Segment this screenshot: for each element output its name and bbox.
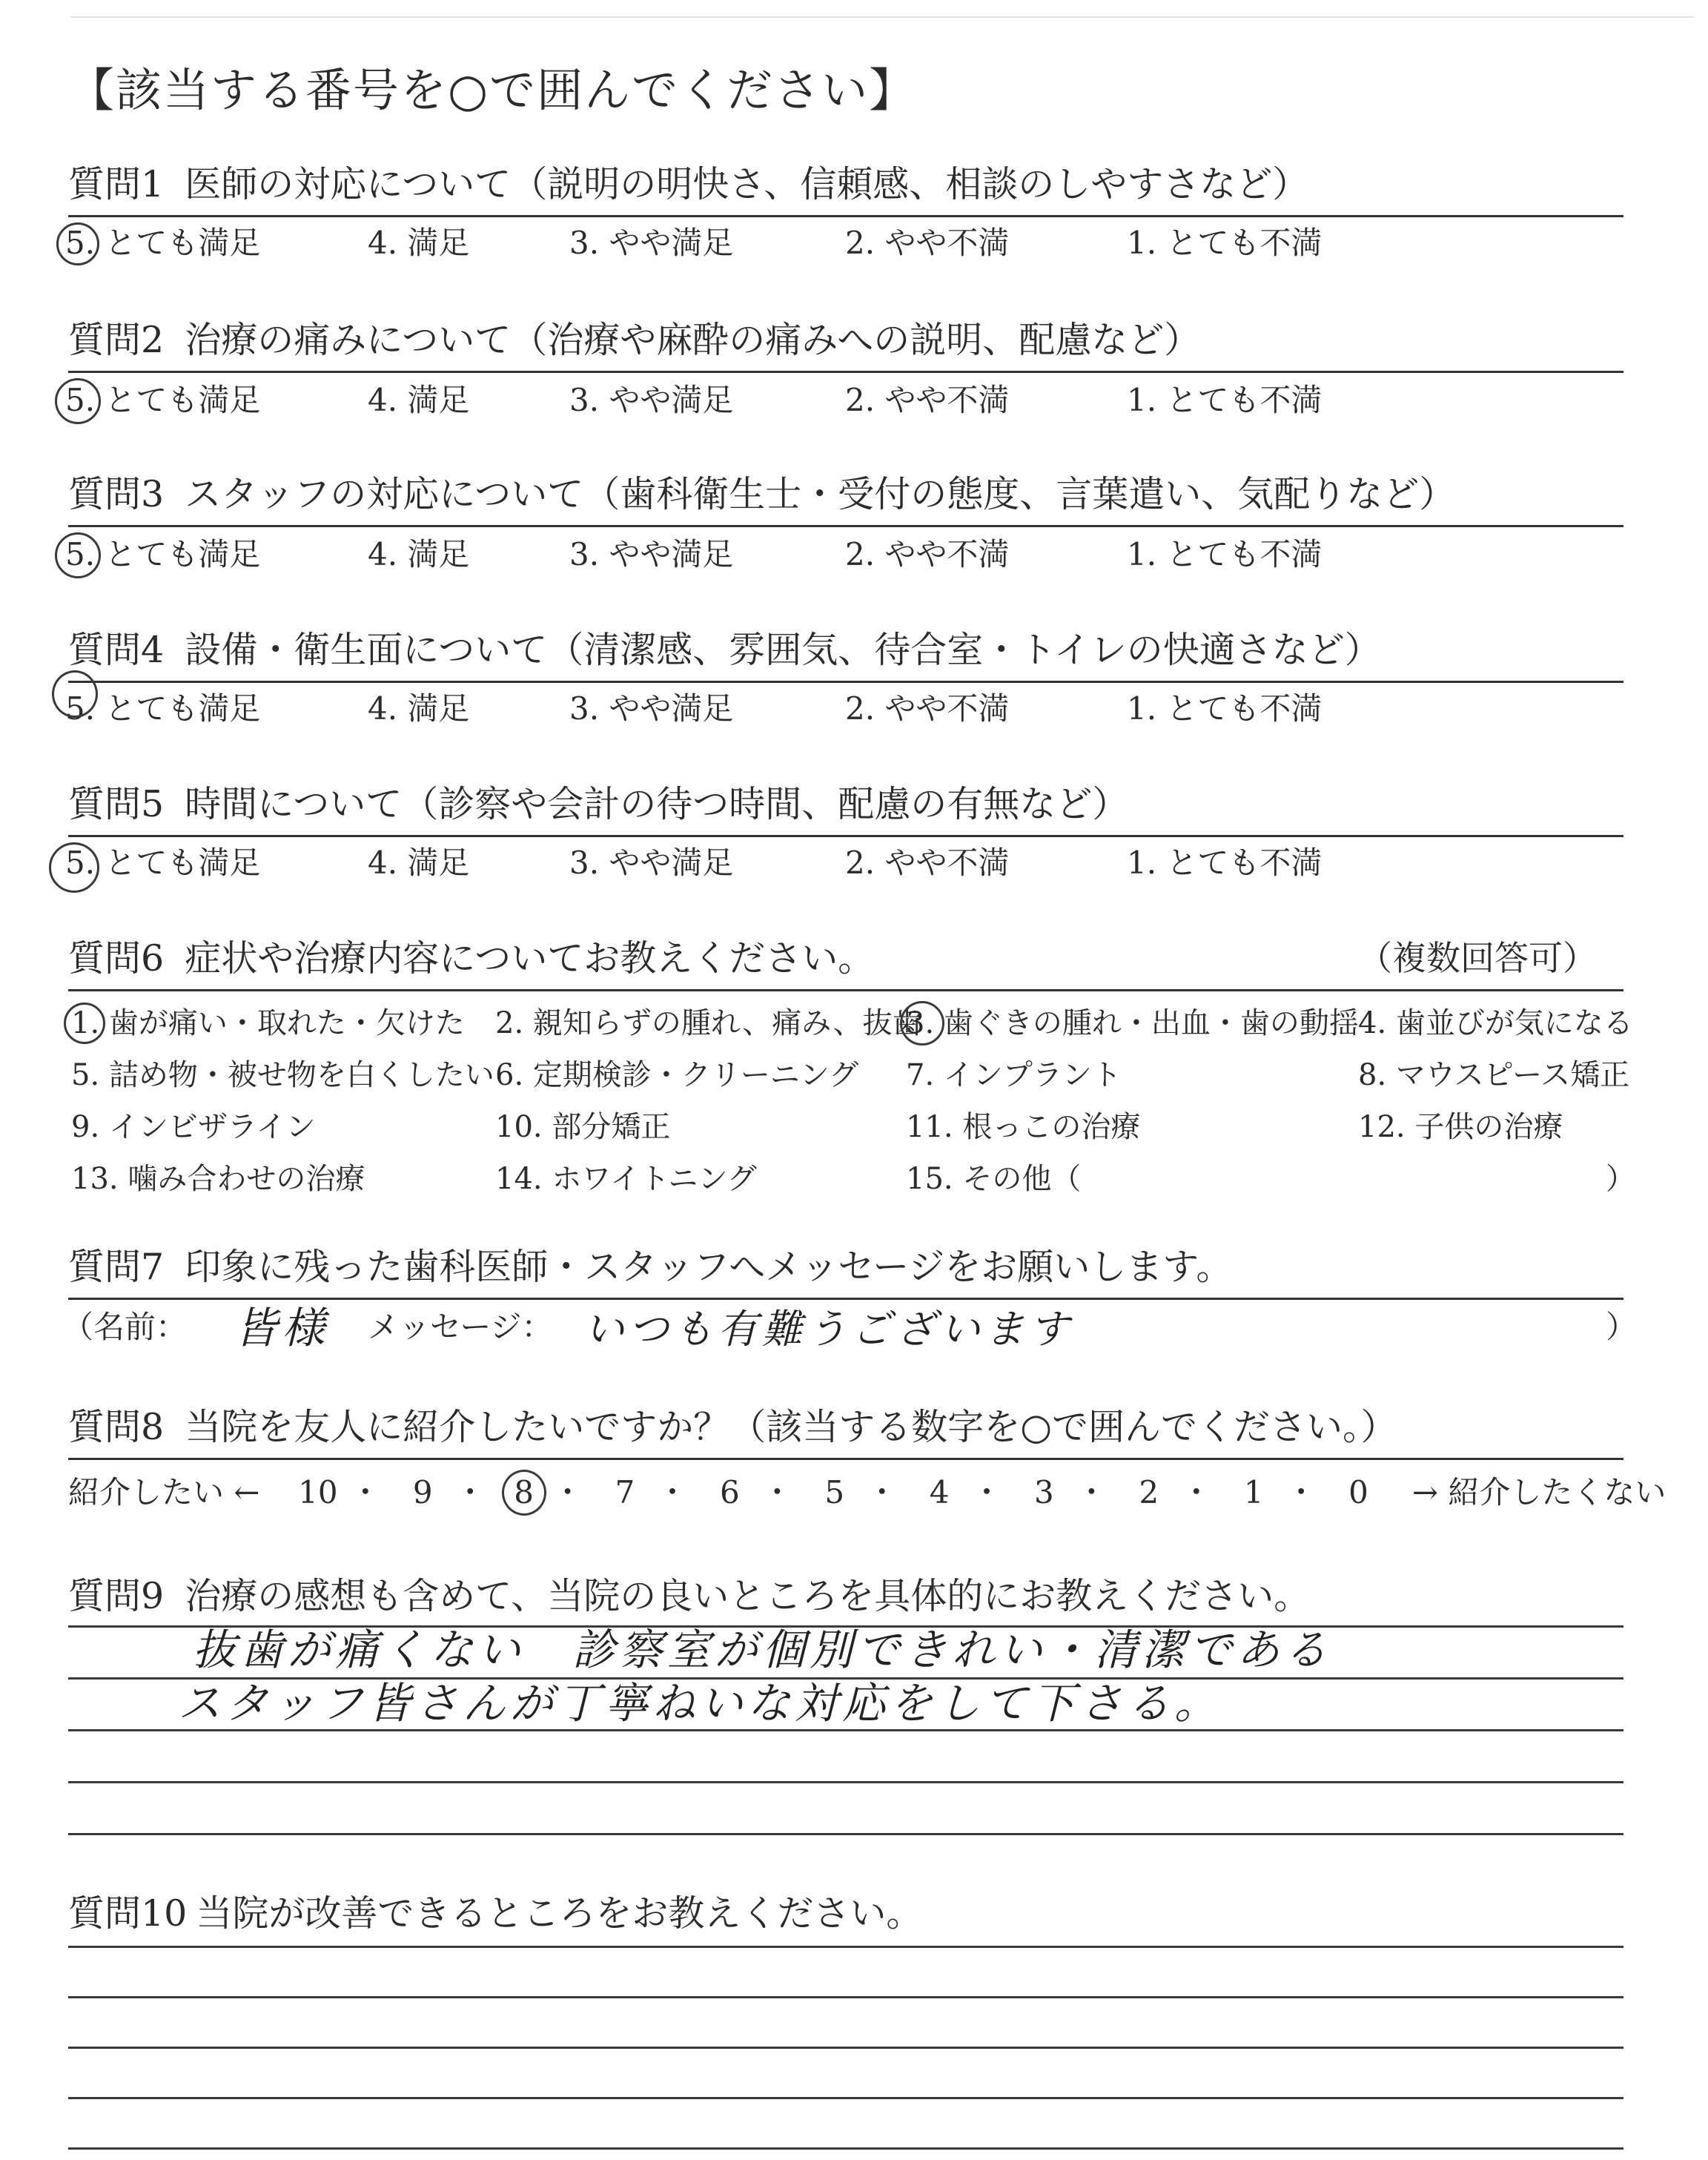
q10-line-1 (68, 1946, 1623, 1948)
q7-number: 質問7 (68, 1246, 165, 1288)
q6-item-9[interactable]: 9. インビザライン (71, 1110, 316, 1144)
q1-title (68, 162, 1308, 208)
q1-option-3[interactable]: 3. やや満足 (569, 225, 734, 261)
q7-rule (68, 1298, 1623, 1300)
q6-number: 質問6 (68, 937, 165, 980)
q2-option-1[interactable]: 1. とても不満 (1127, 382, 1323, 418)
q4-circle-mark (52, 670, 98, 718)
q6-item-1[interactable]: 1. 歯が痛い・取れた・欠けた (71, 1006, 465, 1040)
q9-line-4 (68, 1781, 1623, 1783)
q7-message-handwriting[interactable]: いつも有難うございます (584, 1306, 1073, 1353)
q1-option-1[interactable]: 1. とても不満 (1127, 225, 1323, 261)
q4-rule (68, 681, 1623, 683)
q4-text: 設備・衛生面について（清潔感、雰囲気、待合室・トイレの快適さなど） (185, 629, 1381, 671)
q6-item-14[interactable]: 14. ホワイトニング (495, 1162, 757, 1196)
q9-number: 質問9 (68, 1575, 165, 1617)
q8-title (68, 1404, 1397, 1450)
q10-title (68, 1891, 922, 1937)
q3-option-2[interactable]: 2. やや不満 (845, 536, 1010, 572)
q2-option-4[interactable]: 4. 満足 (368, 382, 470, 418)
q4-option-1[interactable]: 1. とても不満 (1127, 690, 1323, 727)
q3-rule (68, 525, 1623, 527)
q9-title (68, 1573, 1310, 1619)
q5-option-5[interactable]: 5. とても満足 (65, 845, 261, 881)
q3-number: 質問3 (68, 473, 165, 515)
q3-option-4[interactable]: 4. 満足 (368, 536, 470, 572)
q5-number: 質問5 (68, 783, 165, 825)
q7-name-label: （名前： (62, 1309, 188, 1345)
q8-score-9[interactable]: 9 (412, 1474, 433, 1510)
q7-name-handwriting[interactable]: 皆様 (234, 1303, 330, 1353)
q10-line-4 (68, 2097, 1623, 2099)
q6-other-close-paren: ） (1606, 1162, 1635, 1196)
q8-right-label: → 紹介したくない (1411, 1474, 1666, 1510)
q6-item-5[interactable]: 5. 詰め物・被せ物を白くしたい (71, 1058, 494, 1092)
q7-message-label: メッセージ： (368, 1309, 553, 1345)
q3-option-3[interactable]: 3. やや満足 (569, 536, 734, 572)
q10-line-5 (68, 2147, 1623, 2150)
q8-number: 質問8 (68, 1406, 165, 1448)
q3-circle-mark (55, 532, 101, 578)
q2-title (68, 317, 1200, 363)
q2-option-2[interactable]: 2. やや不満 (845, 382, 1010, 418)
q6-item-3[interactable]: 3. 歯ぐきの腫れ・出血・歯の動揺 (906, 1006, 1359, 1040)
q5-title (68, 782, 1128, 828)
q2-circle-mark (55, 378, 101, 424)
q1-number: 質問1 (68, 163, 165, 205)
q1-text: 医師の対応について（説明の明快さ、信頼感、相談のしやすさなど） (185, 163, 1309, 205)
q6-item-3-circle-mark (900, 1001, 944, 1046)
q6-item-8[interactable]: 8. マウスピース矯正 (1358, 1058, 1630, 1092)
q6-item-7[interactable]: 7. インプラント (906, 1058, 1122, 1092)
q5-option-2[interactable]: 2. やや不満 (845, 845, 1010, 881)
q8-score-6[interactable]: 6 (719, 1474, 740, 1510)
q6-text: 症状や治療内容についてお教えください。 (185, 937, 875, 980)
q6-item-10[interactable]: 10. 部分矯正 (495, 1110, 671, 1144)
q8-rule (68, 1458, 1623, 1460)
q8-score-1[interactable]: 1 (1243, 1474, 1264, 1510)
q6-item-15[interactable]: 15. その他（ (906, 1162, 1082, 1196)
q1-option-5[interactable]: 5. とても満足 (65, 225, 261, 261)
q7-text: 印象に残った歯科医師・スタッフへメッセージをお願いします。 (185, 1246, 1233, 1288)
q3-title (68, 472, 1455, 518)
q7-close-paren: ） (1606, 1309, 1638, 1345)
q1-option-2[interactable]: 2. やや不満 (845, 225, 1010, 261)
q6-multi-answer-note: （複数回答可） (1358, 938, 1597, 978)
q6-item-2[interactable]: 2. 親知らずの腫れ、痛み、抜歯 (495, 1006, 922, 1040)
q8-text: 当院を友人に紹介したいですか？（該当する数字を○で囲んでください。） (185, 1406, 1397, 1448)
q2-option-5[interactable]: 5. とても満足 (65, 382, 261, 418)
q9-text: 治療の感想も含めて、当院の良いところを具体的にお教えください。 (185, 1575, 1311, 1617)
q8-score-0[interactable]: 0 (1348, 1474, 1368, 1510)
page-top-border (70, 16, 1694, 18)
q4-number: 質問4 (68, 629, 165, 671)
instruction-heading: 【該当する番号を○で囲んでください】 (68, 63, 917, 117)
q5-option-4[interactable]: 4. 満足 (368, 845, 470, 881)
q7-title (68, 1244, 1232, 1290)
q6-title (68, 936, 874, 982)
q1-circle-mark (56, 222, 99, 265)
q8-score-7[interactable]: 7 (615, 1474, 635, 1510)
q10-number: 質問10 (68, 1892, 188, 1935)
q6-rule (68, 989, 1623, 991)
q8-left-label: 紹介したい ← (68, 1474, 260, 1510)
q4-option-3[interactable]: 3. やや満足 (569, 690, 734, 727)
q3-option-5[interactable]: 5. とても満足 (65, 536, 261, 572)
q5-circle-mark (49, 842, 99, 893)
q3-option-1[interactable]: 1. とても不満 (1127, 536, 1323, 572)
q6-item-13[interactable]: 13. 噛み合わせの治療 (71, 1162, 365, 1196)
q6-item-11[interactable]: 11. 根っこの治療 (906, 1110, 1141, 1144)
q8-score-4[interactable]: 4 (929, 1474, 950, 1510)
q9-answer-line-1[interactable]: 抜歯が痛くない 診察室が個別できれい・清潔である (193, 1625, 1332, 1675)
q8-scale: 紹介したい ← 10 ・ 9 ・ 8 ・ 7 ・ 6 ・ 5 ・ 4 ・ 3 ・ 2 ・ 1 ・ 0 → 紹介したくない (68, 1470, 1666, 1516)
q4-title (68, 627, 1381, 673)
q5-rule (68, 835, 1623, 837)
q8-score-10[interactable]: 10 (298, 1474, 338, 1510)
q2-rule (68, 371, 1623, 373)
q6-item-6[interactable]: 6. 定期検診・クリーニング (495, 1058, 859, 1092)
q5-option-1[interactable]: 1. とても不満 (1127, 845, 1323, 881)
q1-rule (68, 215, 1623, 217)
q5-text: 時間について（診察や会計の待つ時間、配慮の有無など） (185, 783, 1129, 825)
q4-option-4[interactable]: 4. 満足 (368, 690, 470, 727)
q2-text: 治療の痛みについて（治療や麻酔の痛みへの説明、配慮など） (185, 319, 1201, 361)
q2-number: 質問2 (68, 319, 165, 361)
q4-option-5[interactable]: 5. とても満足 (65, 690, 261, 727)
q9-answer-line-2[interactable]: スタッフ皆さんが丁寧ねいな対応をして下さる。 (178, 1678, 1222, 1728)
q2-option-3[interactable]: 3. やや満足 (569, 382, 734, 418)
q4-option-2[interactable]: 2. やや不満 (845, 690, 1010, 727)
q8-score-8[interactable]: 8 (502, 1470, 546, 1516)
q6-item-12[interactable]: 12. 子供の治療 (1358, 1110, 1563, 1144)
q9-line-3 (68, 1729, 1623, 1731)
q6-item-1-circle-mark (64, 1003, 105, 1044)
q8-score-5[interactable]: 5 (824, 1474, 845, 1510)
q3-text: スタッフの対応について（歯科衛生士・受付の態度、言葉遣い、気配りなど） (185, 473, 1456, 515)
q10-line-2 (68, 1996, 1623, 1998)
q9-line-5 (68, 1833, 1623, 1835)
q8-score-3[interactable]: 3 (1034, 1474, 1054, 1510)
q10-line-3 (68, 2047, 1623, 2049)
q1-option-4[interactable]: 4. 満足 (368, 225, 470, 261)
q8-score-2[interactable]: 2 (1139, 1474, 1159, 1510)
q6-item-4[interactable]: 4. 歯並びが気になる (1358, 1006, 1633, 1040)
q5-option-3[interactable]: 3. やや満足 (569, 845, 734, 881)
q10-text: 当院が改善できるところをお教えください。 (196, 1892, 923, 1935)
